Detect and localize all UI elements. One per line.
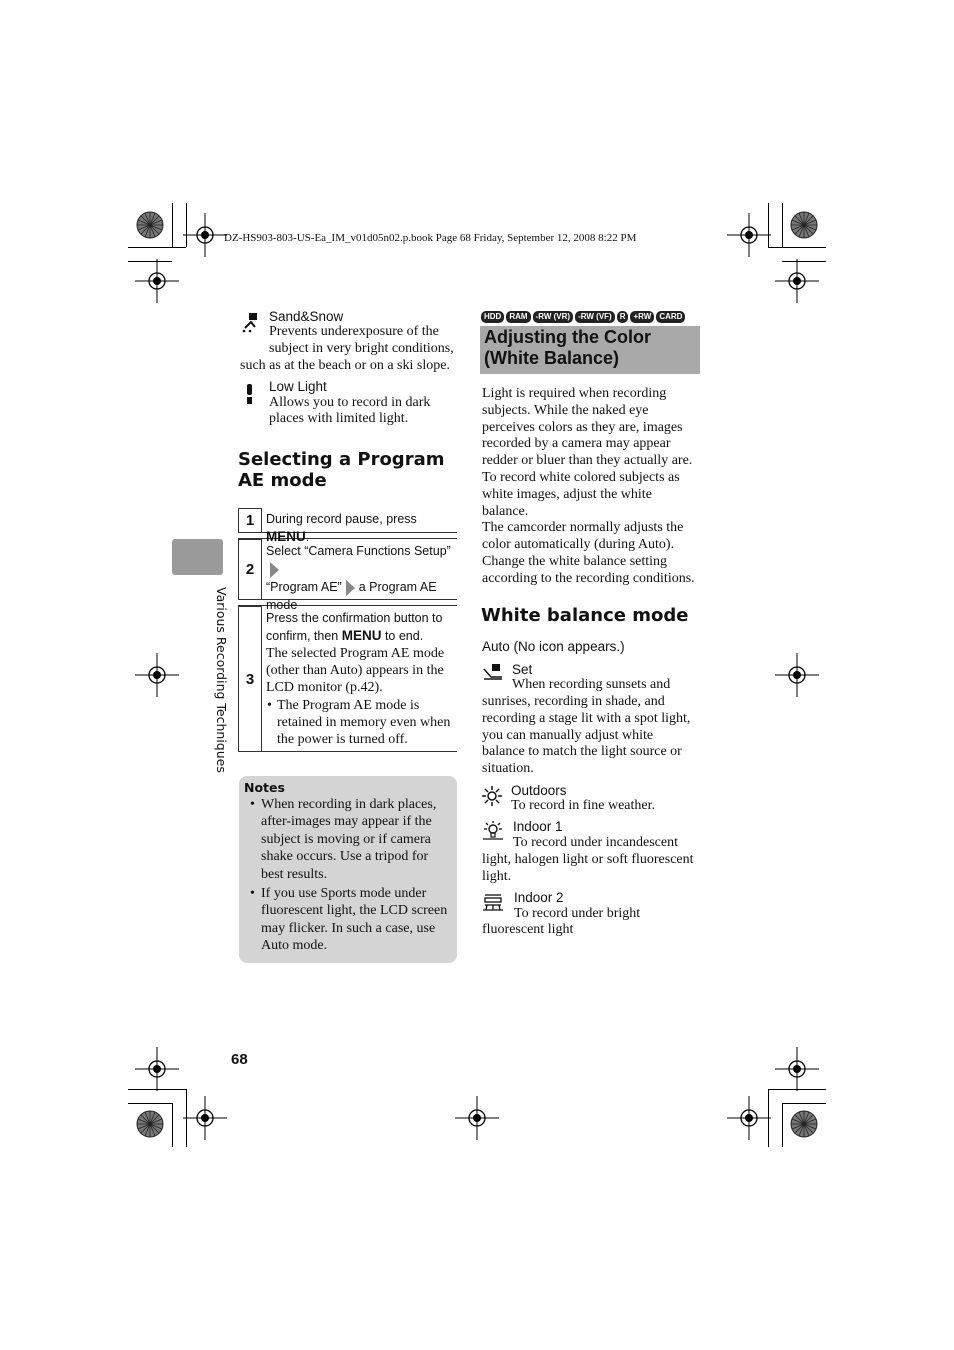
low-light-icon bbox=[244, 382, 256, 406]
notes-title: Notes bbox=[244, 780, 285, 795]
step-text-part: to end. bbox=[381, 629, 424, 643]
notes-box bbox=[239, 776, 457, 963]
intro-line: To record white colored subjects as bbox=[482, 469, 680, 485]
step-text bbox=[262, 539, 457, 612]
step-number: 1 bbox=[238, 508, 262, 532]
sand-snow-line-1: Prevents underexposure of the bbox=[269, 324, 439, 339]
set-line: recording a stage lit with a spot light, bbox=[482, 711, 691, 726]
step-number: 3 bbox=[238, 606, 262, 751]
step-text-part: “Program AE” bbox=[266, 580, 342, 594]
indoor-1-line: light, halogen light or soft fluorescent bbox=[482, 852, 694, 867]
intro-line: color automatically (during Auto). bbox=[482, 537, 675, 553]
arrow-right-icon bbox=[270, 562, 279, 578]
intro-line: redder or bluer than they actually are. bbox=[482, 453, 693, 469]
section-title-line-1: Adjusting the Color bbox=[484, 327, 651, 347]
low-light-title: Low Light bbox=[269, 379, 327, 394]
plus-rw-badge: +RW bbox=[630, 311, 654, 323]
indoor-1-line: To record under incandescent bbox=[513, 835, 678, 850]
intro-line: white images, adjust the white bbox=[482, 486, 652, 502]
arrow-right-icon bbox=[346, 580, 355, 596]
step-bullet-line: the power is turned off. bbox=[277, 732, 408, 747]
indoor-2-title: Indoor 2 bbox=[514, 890, 564, 905]
step-bullet-line: The Program AE mode is bbox=[277, 698, 420, 713]
section-title-line-2: (White Balance) bbox=[484, 348, 620, 368]
outdoors-line: To record in fine weather. bbox=[511, 798, 656, 813]
indoor-1-title: Indoor 1 bbox=[513, 819, 563, 834]
light-bulb-icon bbox=[482, 821, 504, 841]
outdoors-title: Outdoors bbox=[511, 783, 567, 798]
sand-snow-line-2: subject in very bright conditions, bbox=[269, 341, 454, 356]
chapter-tab bbox=[172, 539, 223, 575]
ram-badge: RAM bbox=[506, 311, 530, 323]
step-body-line: The selected Program AE mode bbox=[266, 646, 445, 661]
set-line: sunrises, recording in shade, and bbox=[482, 694, 665, 709]
step-text-part: . bbox=[305, 530, 310, 544]
note-item: • If you use Sports mode under fluorescent light, the LCD screen may flicker. In such a case, use Auto mode. bbox=[244, 885, 451, 955]
sand-snow-title: Sand&Snow bbox=[269, 309, 344, 324]
chapter-side-label: Various Recording Techniques bbox=[214, 587, 229, 773]
set-line: When recording sunsets and bbox=[512, 677, 671, 692]
steps-table bbox=[238, 508, 457, 752]
menu-key-label: MENU bbox=[266, 529, 306, 544]
set-line: balance to match the light source or bbox=[482, 744, 682, 759]
section-title-box bbox=[480, 326, 700, 374]
auto-mode-label: Auto (No icon appears.) bbox=[482, 639, 625, 654]
sand-snow-icon bbox=[241, 312, 261, 334]
step-3 bbox=[238, 605, 457, 752]
menu-key-label: MENU bbox=[341, 628, 382, 643]
white-balance-heading: White balance mode bbox=[481, 605, 689, 626]
step-text-part: confirm, then bbox=[266, 629, 342, 643]
low-light-line-2: places with limited light. bbox=[269, 411, 409, 426]
indoor-2-line: fluorescent light bbox=[482, 922, 574, 937]
step-number: 2 bbox=[238, 539, 262, 599]
step-text-part: mode bbox=[266, 598, 298, 612]
intro-line: balance. bbox=[482, 503, 529, 519]
step-body-line: LCD monitor (p.42). bbox=[266, 680, 383, 695]
indoor-2-line: To record under bright bbox=[514, 906, 641, 921]
intro-line: The camcorder normally adjusts the bbox=[482, 520, 684, 536]
step-1 bbox=[238, 508, 457, 544]
step-text-part: a Program AE bbox=[358, 580, 437, 594]
step-text-part: Press the confirmation button to bbox=[266, 611, 443, 625]
program-ae-heading: Selecting a Program AE mode bbox=[238, 449, 445, 491]
card-badge: CARD bbox=[656, 311, 685, 323]
hdd-badge: HDD bbox=[481, 311, 504, 323]
fluorescent-light-icon bbox=[482, 893, 504, 913]
set-line: you can manually adjust white bbox=[482, 728, 654, 743]
low-light-line-1: Allows you to record in dark bbox=[269, 395, 431, 410]
r-badge: R bbox=[617, 311, 629, 323]
intro-line: according to the recording conditions. bbox=[482, 570, 695, 586]
step-text: Press the confirmation button to confirm, then MENU to end. The selected Program AE mode (other than Auto) appears in the LCD monitor (p.42). • The Program AE mode is retained in memory even when the power is turned off. bbox=[262, 606, 457, 751]
step-text-part: Select “Camera Functions Setup” bbox=[266, 544, 451, 558]
intro-line: Change the white balance setting bbox=[482, 553, 668, 569]
step-text-part: During record pause, press bbox=[266, 512, 417, 526]
intro-line: subjects. While the naked eye bbox=[482, 402, 649, 418]
step-text bbox=[262, 508, 457, 544]
rw-vr-badge: -RW (VR) bbox=[533, 311, 574, 323]
intro-line: recorded by a camera may appear bbox=[482, 436, 671, 452]
intro-paragraph bbox=[482, 386, 707, 588]
set-title: Set bbox=[512, 662, 533, 677]
note-item: • When recording in dark places, after-images may appear if the subject is moving or if camera shake occurs. Use a tripod for best results. bbox=[244, 796, 451, 883]
step-bullet-line: retained in memory even when bbox=[277, 715, 451, 730]
sun-icon bbox=[482, 786, 502, 806]
media-badges bbox=[481, 311, 685, 323]
set-wb-icon bbox=[482, 663, 504, 681]
page-number: 68 bbox=[231, 1051, 248, 1068]
file-info-header: DZ-HS903-803-US-Ea_IM_v01d05n02.p.book Page 68 Friday, September 12, 2008 8:22 PM bbox=[224, 232, 637, 244]
intro-line: perceives colors as they are, images bbox=[482, 419, 683, 435]
sand-snow-line-3: such as at the beach or on a ski slope. bbox=[240, 358, 450, 373]
rw-vf-badge: -RW (VF) bbox=[575, 311, 615, 323]
set-line: situation. bbox=[482, 761, 534, 776]
step-2 bbox=[238, 538, 457, 612]
indoor-1-line: light. bbox=[482, 869, 512, 884]
intro-line: Light is required when recording bbox=[482, 386, 667, 401]
step-body-line: (other than Auto) appears in the bbox=[266, 663, 444, 678]
